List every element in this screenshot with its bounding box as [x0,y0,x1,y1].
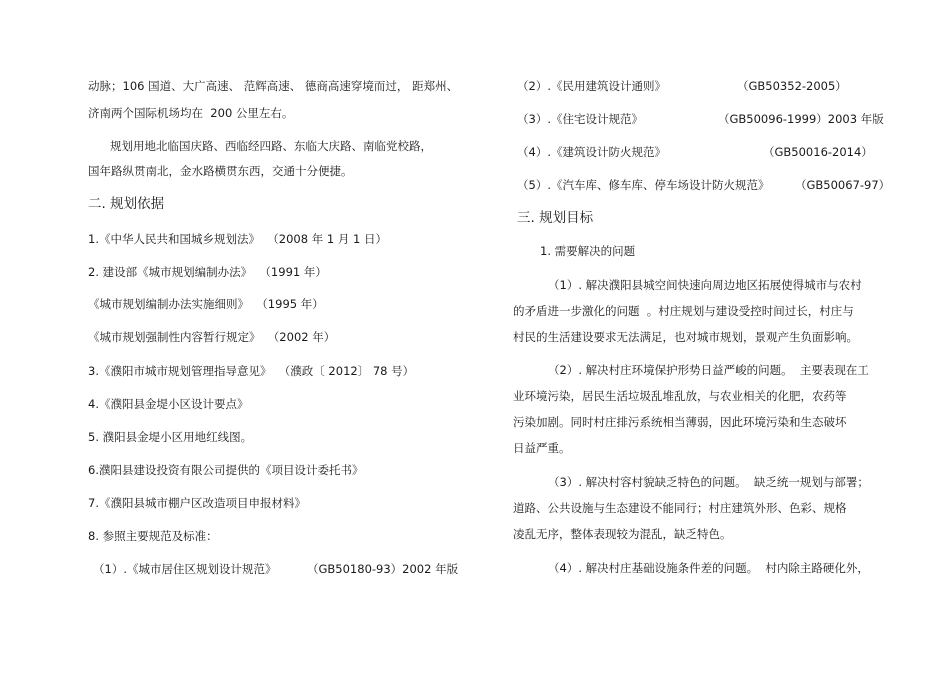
problem-line: 的矛盾进一步激化的问题 。村庄规划与建设受控时间过长，村庄与 [513,304,854,318]
standard-code: （GB50016-2014） [763,145,873,159]
basis-item: 3.《濮阳市城市规划管理指导意见》 （濮政〔 2012〕 78 号） [88,364,415,378]
paragraph-line: 规划用地北临国庆路、西临经四路、东临大庆路、南临党校路， [110,139,432,153]
standard-name: （5）.《汽车库、修车库、停车场设计防火规范》 [517,178,770,192]
problem-line: （4）. 解决村庄基础设施条件差的问题。 村内除主路硬化外， [548,561,869,575]
standard-name: （2）.《民用建筑设计通则》 [517,79,666,93]
problem-line: 日益严重。 [513,441,571,455]
basis-item: 7.《濮阳县城市棚户区改造项目申报材料》 [88,496,306,510]
problem-line: 业环境污染，居民生活垃圾乱堆乱放，与农业相关的化肥，农药等 [513,389,847,403]
problem-line: 道路、公共设施与生态建设不能同行；村庄建筑外形、色彩、规格 [513,501,847,515]
basis-item: 1.《中华人民共和国城乡规划法》 （2008 年 1 月 1 日） [88,232,387,246]
basis-item: 《城市规划编制办法实施细则》 （1995 年） [88,297,324,311]
subsection-heading: 1. 需要解决的问题 [540,244,636,258]
basis-item: 6.濮阳县建设投资有限公司提供的《项目设计委托书》 [88,463,364,477]
paragraph-line: 国年路纵贯南北，金水路横贯东西，交通十分便捷。 [88,164,353,178]
problem-line: 村民的生活建设要求无法满足，也对城市规划，景观产生负面影响。 [513,330,858,344]
standard-code: （GB50180-93）2002 年版 [307,562,459,576]
standard-code: （GB50096-1999）2003 年版 [718,112,884,126]
problem-line: （3）. 解决村容村貌缺乏特色的问题。 缺乏统一规划与部署； [548,475,869,489]
problem-line: （1）. 解决濮阳县城空间快速向周边地区拓展使得城市与农村 [548,278,862,292]
standard-name: （4）.《建筑设计防火规范》 [517,145,666,159]
basis-item: 4.《濮阳县金堤小区设计要点》 [88,397,249,411]
paragraph-line: 动脉；106 国道、大广高速、 范辉高速、 德商高速穿境而过， 距郑州、 [88,79,459,93]
problem-line: 凌乱无序，整体表现较为混乱，缺乏特色。 [513,527,732,541]
basis-item: 8. 参照主要规范及标准： [88,529,218,543]
basis-item: 5. 濮阳县金堤小区用地红线图。 [88,430,253,444]
section-heading: 三. 规划目标 [517,210,594,226]
section-heading: 二. 规划依据 [88,196,165,212]
problem-line: （2）. 解决村庄环境保护形势日益严峻的问题。 主要表现在工 [548,363,869,377]
basis-item: 2. 建设部《城市规划编制办法》 （1991 年） [88,265,327,279]
problem-line: 污染加剧。同时村庄排污系统相当薄弱，因此环境污染和生态破坏 [513,415,847,429]
paragraph-line: 济南两个国际机场均在 200 公里左右。 [88,106,294,120]
standard-name: （1）.《城市居住区规划设计规范》 [93,562,277,576]
standard-code: （GB50352-2005） [737,79,847,93]
basis-item: 《城市规划强制性内容暂行规定》 （2002 年） [88,330,336,344]
standard-name: （3）.《住宅设计规范》 [517,112,643,126]
standard-code: （GB50067-97） [795,178,891,192]
